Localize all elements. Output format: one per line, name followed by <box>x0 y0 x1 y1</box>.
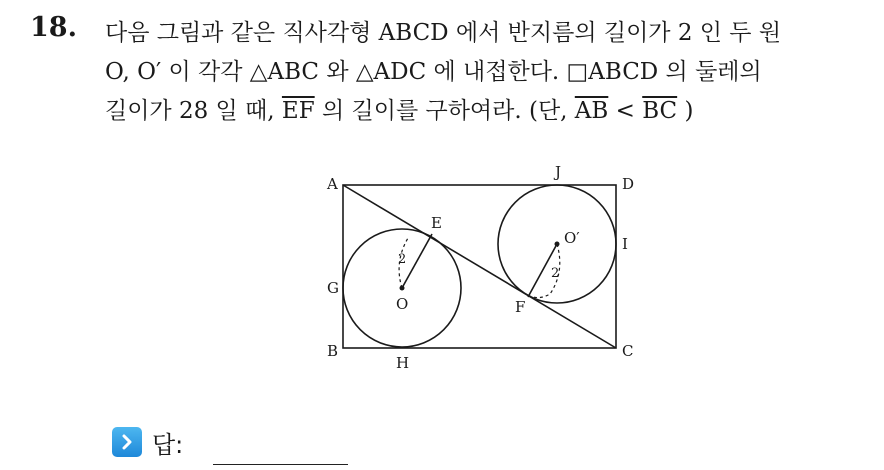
answer-label: 답: <box>152 430 184 459</box>
label-o: O <box>396 295 409 313</box>
question-number: 18. <box>30 12 77 43</box>
label-g: G <box>327 279 339 297</box>
label-i: I <box>622 235 628 253</box>
label-e: E <box>431 214 442 232</box>
label-h: H <box>396 354 410 372</box>
segment-ab: $\overline{AB}$ <box>574 98 609 124</box>
segment-ef: $\overline{EF}$ <box>281 98 315 124</box>
radius-label-left: 2 <box>398 252 407 267</box>
less-than-sign: < <box>608 98 643 124</box>
line3-suffix: ) <box>677 98 694 124</box>
label-b: B <box>327 342 339 360</box>
chevron-right-icon <box>112 427 142 457</box>
segment-bc: $\overline{BC}$ <box>642 98 678 124</box>
label-c: C <box>622 342 634 360</box>
label-a: A <box>327 175 338 193</box>
center-o-prime-dot <box>555 242 560 247</box>
line3-prefix: 길이가 28 일 때, <box>105 98 282 124</box>
label-f: F <box>515 298 526 316</box>
label-o-prime: O′ <box>564 229 580 247</box>
radius-oe <box>402 234 432 288</box>
radius-label-right: 2 <box>551 266 560 281</box>
center-o-dot <box>400 286 405 291</box>
label-j: J <box>555 163 562 181</box>
answer-blank[interactable] <box>213 464 348 465</box>
question-text-line-2: O, O′ 이 각각 △ABC 와 △ADC 에 내접한다. □ABCD 의 둘레의 <box>105 59 762 85</box>
label-d: D <box>622 175 635 193</box>
answer-row <box>112 424 183 460</box>
diagonal-ac <box>343 185 616 348</box>
line3-middle: 의 길이를 구하여라. (단, <box>314 98 575 124</box>
question-text-line-1: 다음 그림과 같은 직사각형 ABCD 에서 반지름의 길이가 2 인 두 원 <box>105 20 782 46</box>
